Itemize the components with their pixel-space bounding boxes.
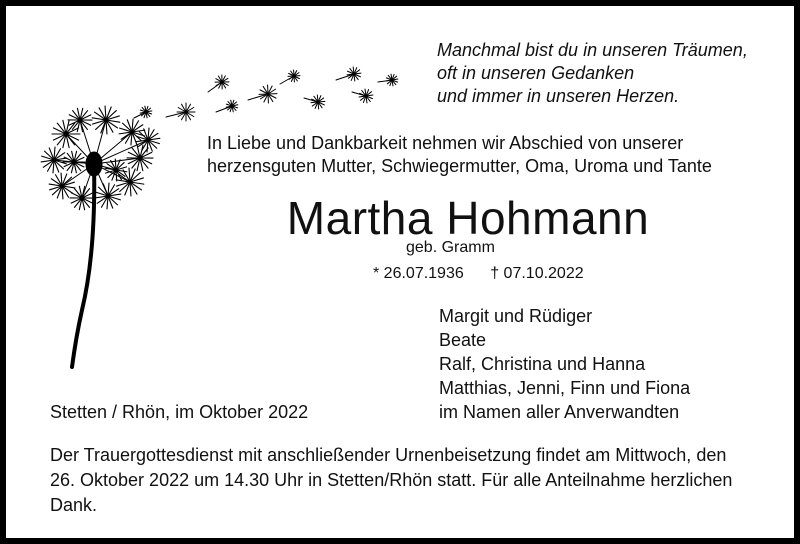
place-date: Stetten / Rhön, im Oktober 2022 <box>50 402 309 422</box>
mourner-line: Beate <box>439 330 487 350</box>
quote-line: und immer in unseren Herzen. <box>437 86 680 106</box>
life-dates <box>373 264 633 284</box>
quote-line: Manchmal bist du in unseren Träumen, <box>437 40 748 60</box>
mourner-line: Ralf, Christina und Hanna <box>439 354 646 374</box>
mourner-line: im Namen aller Anverwandten <box>439 402 680 422</box>
mourners-list <box>439 304 779 424</box>
intro-line: herzensguten Mutter, Schwiegermutter, Oma, Uroma und Tante <box>207 156 712 176</box>
death-date: † 07.10.2022 <box>490 265 584 282</box>
quote-line: oft in unseren Gedanken <box>437 63 635 83</box>
birth-date: * 26.07.1936 <box>373 265 464 282</box>
service-info <box>50 443 780 518</box>
mourner-line: Matthias, Jenni, Finn und Fiona <box>439 378 691 398</box>
memorial-quote <box>437 39 777 108</box>
deceased-name: Martha Hohmann <box>286 192 650 244</box>
mourner-line: Margit und Rüdiger <box>439 306 593 326</box>
maiden-name: geb. Gramm <box>406 239 495 256</box>
service-line: 26. Oktober 2022 um 14.30 Uhr in Stetten/Rhön statt. Für alle Anteilnahme herzlichen <box>50 470 733 490</box>
farewell-intro <box>207 132 767 178</box>
service-line: Der Trauergottesdienst mit anschließender Urnenbeisetzung findet am Mittwoch, den <box>50 445 727 465</box>
service-line: Dank. <box>50 495 98 515</box>
intro-line: In Liebe und Dankbarkeit nehmen wir Abschied von unserer <box>207 133 684 153</box>
